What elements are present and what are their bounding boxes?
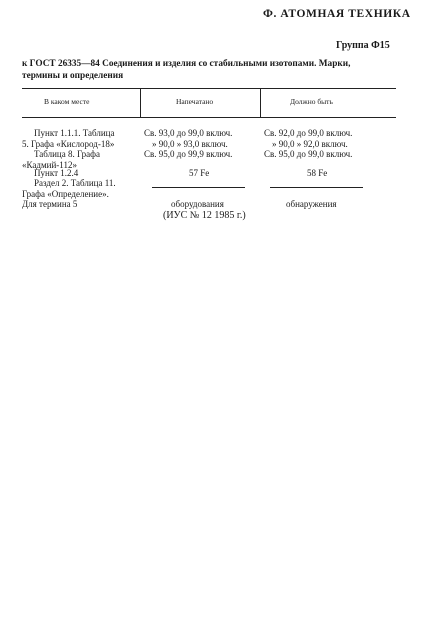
table-row-2-printed: Св. 95,0 до 99,9 включ.	[144, 149, 233, 159]
column-divider-2	[260, 88, 261, 118]
table-row-1-should-be-line-2: » 90,0 » 92,0 включ.	[272, 138, 348, 149]
column-header-place: В каком месте	[44, 97, 90, 106]
table-row-4-should-be: обнаружения	[286, 199, 337, 209]
table-row-1-should-be-line-1: Св. 92,0 до 99,0 включ.	[264, 128, 353, 138]
table-row-1-printed-line-2: » 90,0 » 93,0 включ.	[152, 138, 228, 149]
table-row-4-place-line-3: Для термина 5	[22, 199, 78, 209]
table-row-4-printed: оборудования	[171, 199, 224, 209]
table-row-1-place-line-1: Пункт 1.1.1. Таблица	[34, 128, 115, 138]
column-header-should-be: Должно быть	[290, 97, 333, 106]
table-row-2-should-be: Св. 95,0 до 99,0 включ.	[264, 149, 353, 159]
table-row-3-should-be: 58 Fe	[307, 168, 328, 178]
column-header-printed: Напечатано	[176, 97, 214, 106]
table-row-1-printed	[144, 128, 232, 149]
table-row-1-place	[22, 128, 140, 149]
table-header-rule	[22, 117, 396, 118]
table-top-rule	[22, 88, 396, 89]
table-row-2-place-line-2: «Кадмий-112»	[22, 159, 77, 170]
table-row-1-should-be	[264, 128, 352, 149]
table-row-4-place-line-2: Графа «Определение».	[22, 188, 109, 199]
table-row-4-place	[22, 178, 140, 210]
document-title-line-2: термины и определения	[22, 71, 124, 81]
column-divider-1	[140, 88, 141, 118]
group-code: Группа Ф15	[336, 40, 390, 51]
row-4-printed-rule	[152, 187, 245, 188]
table-row-3-printed: 57 Fe	[189, 168, 210, 178]
table-row-2-place-line-1: Таблица 8. Графа	[34, 149, 100, 159]
section-heading: Ф. АТОМНАЯ ТЕХНИКА	[263, 8, 411, 20]
table-row-4-place-line-1: Раздел 2. Таблица 11.	[34, 178, 116, 188]
table-row-3-place: Пункт 1.2.4	[34, 168, 79, 178]
document-title-line-1: к ГОСТ 26335—84 Соединения и изделия со стабильными изотопами. Марки,	[22, 59, 351, 69]
table-row-2-place	[22, 149, 140, 170]
table-row-1-place-line-2: 5. Графа «Кислород-18»	[22, 138, 115, 149]
document-title	[22, 58, 402, 82]
row-4-should-be-rule	[270, 187, 363, 188]
table-row-1-printed-line-1: Св. 93,0 до 99,0 включ.	[144, 128, 233, 138]
footnote: (ИУС № 12 1985 г.)	[163, 210, 246, 221]
